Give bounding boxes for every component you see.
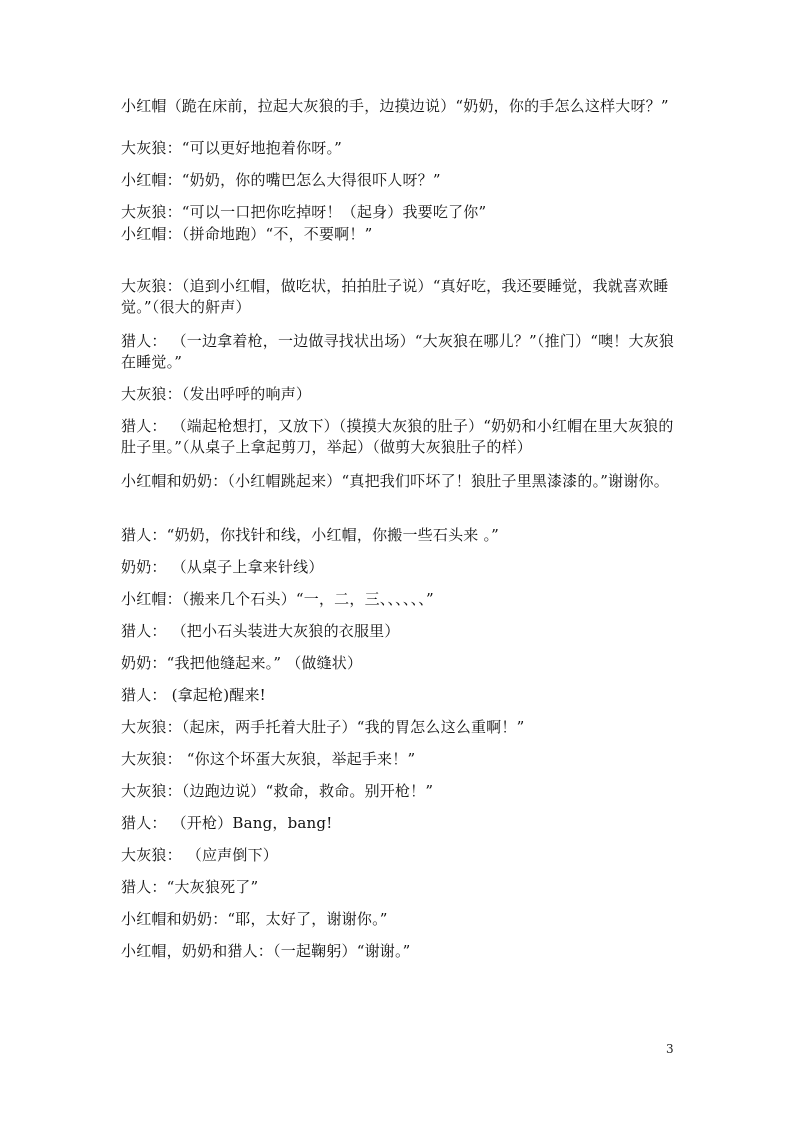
script-line: 猎人：“大灰狼死了” (121, 878, 259, 896)
script-line: 小红帽和奶奶：（小红帽跳起来）“真把我们吓坏了！狼肚子里黑漆漆的。”谢谢你。 (121, 472, 669, 490)
script-line: 猎人： (拿起枪)醒来! (121, 686, 266, 704)
script-line: 猎人： （把小石头装进大灰狼的衣服里） (121, 622, 400, 640)
script-line: 小红帽：“奶奶，你的嘴巴怎么大得很吓人呀？” (121, 171, 441, 189)
script-line: 大灰狼：（追到小红帽，做吃状，拍拍肚子说）“真好吃，我还要睡觉，我就喜欢睡觉。”（很大的鼾声） (121, 277, 669, 316)
script-line: 大灰狼：“可以更好地抱着你呀。” (121, 139, 343, 157)
script-line: 小红帽：（搬来几个石头）“一，二，三、、、、、、” (121, 590, 434, 608)
script-line: 大灰狼： “你这个坏蛋大灰狼，举起手来！” (121, 750, 416, 768)
script-line: 小红帽和奶奶：“耶，太好了，谢谢你。” (121, 910, 388, 928)
script-line: 小红帽：（拼命地跑）“不，不要啊！” (121, 225, 373, 243)
page-number: 3 (666, 1042, 674, 1056)
script-line: 小红帽（跪在床前，拉起大灰狼的手，边摸边说）“奶奶，你的手怎么这样大呀？” (121, 97, 669, 115)
script-line: 猎人：“奶奶，你找针和线，小红帽，你搬一些石头来 。” (121, 526, 500, 544)
script-line: 大灰狼：（起床，两手托着大肚子）“我的胃怎么这么重啊！” (121, 718, 525, 736)
script-line: 猎人： （端起枪想打，又放下）（摸摸大灰狼的肚子）“奶奶和小红帽在里大灰狼的肚子里。”（从桌子上拿起剪刀，举起）（做剪大灰狼肚子的样） (121, 417, 674, 456)
script-line: 大灰狼：（发出呼呼的响声） (121, 385, 312, 403)
script-line: 奶奶：“我把他缝起来。” （做缝状） (121, 654, 363, 672)
script-line: 小红帽，奶奶和猎人：（一起鞠躬）“谢谢。” (121, 942, 411, 960)
script-line: 大灰狼： （应声倒下） (121, 846, 278, 864)
script-line: 大灰狼：“可以一口把你吃掉呀！（起身）我要吃了你” (121, 203, 487, 221)
script-line: 猎人： （一边拿着枪，一边做寻找状出场）“大灰狼在哪儿？”（推门）“噢！大灰狼在睡觉。” (121, 332, 675, 371)
script-line: 猎人： （开枪）Bang，bang! (121, 814, 333, 832)
script-line: 奶奶： （从桌子上拿来针线） (121, 558, 324, 576)
script-line: 大灰狼：（边跑边说）“救命，救命。别开枪！” (121, 782, 434, 800)
